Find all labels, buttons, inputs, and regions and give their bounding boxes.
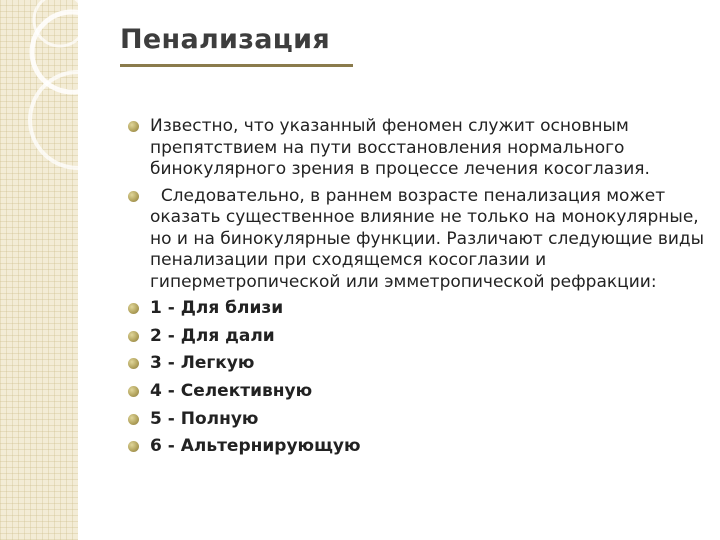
list-item-text: 1 - Для близи [150,298,284,318]
decorative-side-strip [0,0,78,540]
round-bullet-icon [128,358,139,369]
list-item-text: 2 - Для дали [150,325,275,346]
list-item-text: 4 - Селективную [150,381,313,402]
bullet-list [108,116,708,464]
list-item-text: 3 - Легкую [150,353,255,374]
list-item [108,186,708,294]
list-item [108,353,708,375]
round-bullet-icon [128,303,139,314]
round-bullet-icon [128,121,139,132]
list-item-text: 5 - Полную [150,408,259,429]
list-item [108,409,708,431]
decorative-circles-icon [0,0,78,540]
list-item-text: 6 - Альтернирующую [150,436,361,457]
round-bullet-icon [128,386,139,397]
round-bullet-icon [128,441,139,452]
title-underline [120,64,353,67]
round-bullet-icon [128,414,139,425]
round-bullet-icon [128,331,139,342]
list-item-text: Известно, что указанный феномен служит основным препятствием на пути восстановления нормального бинокулярного зрения в процессе лечения косоглазия. [150,116,650,179]
list-item-text: Следовательно, в раннем возрасте пенализация может оказать существенное влияние не только на монокулярные, но и на бинокулярные функции. Различают следующие виды пенализации при сходящемся косоглазии и гиперметропической или эмметропической рефракции: [150,185,710,292]
list-item [108,298,708,320]
page-title: Пенализация [120,24,330,55]
list-item [108,436,708,458]
list-item [108,381,708,403]
list-item [108,326,708,348]
list-item [108,116,708,181]
round-bullet-icon [128,191,139,202]
